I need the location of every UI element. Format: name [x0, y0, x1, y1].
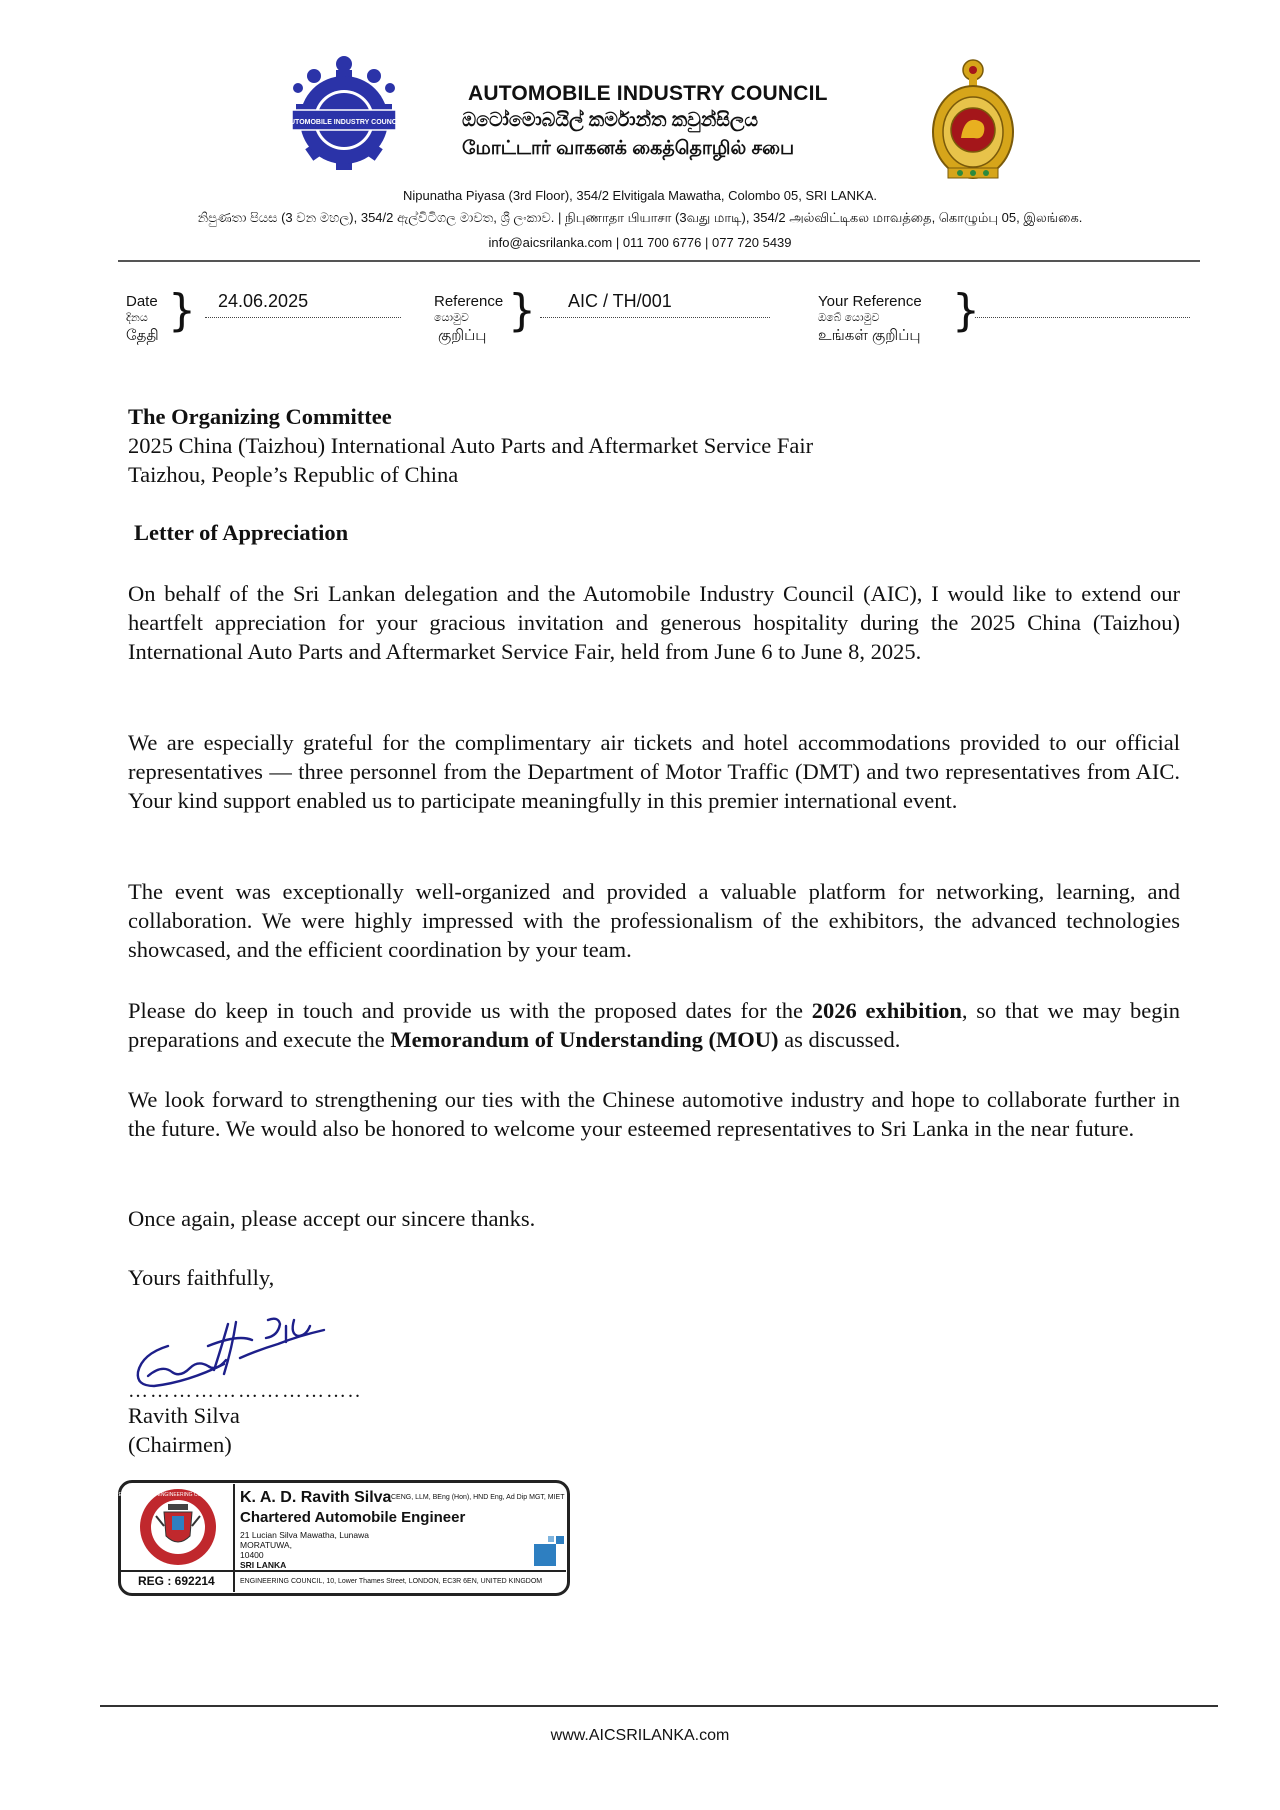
reference-value: AIC / TH/001 — [568, 291, 672, 311]
date-dotted-line — [205, 317, 401, 318]
contact-info: info@aicsrilanka.com | 011 700 6776 | 077 720 5439 — [488, 235, 792, 250]
seal-text: CHARTERED ENGINEER · ENGINEERING COUNCIL UNITED KINGDOM — [94, 1492, 262, 1498]
paragraph-3: The event was exceptionally well-organized and provided a valuable platform for networking, learning, and collaboration. We were highly impressed with the professionalism of the exhibitors, the advanced technologies showcased, and the efficient coordination by your team. — [128, 879, 1180, 962]
recipient-line-1: The Organizing Committee — [128, 404, 392, 429]
recipient-address — [128, 402, 813, 489]
reference-label: Reference යොමුව குறிப்பு — [434, 293, 504, 344]
stamp-registration: REG : 692214 — [138, 1574, 215, 1588]
sri-lanka-emblem-icon — [928, 56, 1018, 184]
your-reference-brace: } — [952, 285, 980, 336]
paragraph-6: Once again, please accept our sincere thanks. — [128, 1206, 536, 1231]
stamp-title: Chartered Automobile Engineer — [240, 1509, 466, 1526]
stamp-engineer-name: K. A. D. Ravith Silva — [240, 1489, 392, 1506]
mou-text: Memorandum of Understanding (MOU) — [390, 1027, 779, 1052]
letterhead — [0, 0, 1280, 265]
aic-logo-text: AUTOMOBILE INDUSTRY COUNCIL — [284, 119, 404, 126]
signature-line: ………………………….. — [128, 1380, 362, 1402]
date-value: 24.06.2025 — [218, 291, 309, 311]
stamp-divider-horizontal — [120, 1570, 566, 1572]
paragraph-4: Please do keep in touch and provide us with the proposed dates for the 2026 exhibition, so that we may begin preparations and execute the Memorandum of Understanding (MOU) as discussed. — [128, 998, 1180, 1052]
stamp-footer: ENGINEERING COUNCIL, 10, Lower Thames Street, LONDON, EC3R 6EN, UNITED KINGDOM — [240, 1578, 543, 1585]
reference-dotted-line — [540, 317, 770, 318]
footer-divider — [100, 1705, 1218, 1707]
signatory-role: (Chairmen) — [128, 1432, 232, 1457]
council-name-sinhala: ඔටෝමොබයිල් කර්මාන්ත කවුන්සිලය — [462, 110, 759, 131]
your-reference-dotted-line — [975, 317, 1190, 318]
paragraph-2: We are especially grateful for the complimentary air tickets and hotel accommodations provided to our official representatives — three personnel from the Department of Motor Traffic (DMT) and two representatives from AIC. Your kind support enabled us to participate meaningfully in this premier international event. — [128, 730, 1180, 813]
footer-website: www.AICSRILANKA.com — [550, 1727, 730, 1744]
stamp-blue-mark-icon — [534, 1536, 564, 1566]
recipient-line-2: 2025 China (Taizhou) International Auto Parts and Aftermarket Service Fair — [128, 433, 814, 458]
stamp-qualifications: CENG, LLM, BEng (Hon), HND Eng, Ad Dip MGT, MIET — [391, 1494, 565, 1501]
reference-row — [0, 285, 1280, 355]
date-brace: } — [168, 285, 196, 336]
header-divider — [118, 260, 1200, 262]
exhibition-year: 2026 exhibition — [811, 998, 962, 1023]
signatory-name: Ravith Silva — [128, 1403, 240, 1428]
closing-salutation: Yours faithfully, — [128, 1265, 275, 1290]
address-english: Nipunatha Piyasa (3rd Floor), 354/2 Elvitigala Mawatha, Colombo 05, SRI LANKA. — [402, 188, 877, 203]
recipient-line-3: Taizhou, People’s Republic of China — [128, 462, 459, 487]
address-sinhala-tamil: නිපුණතා පියස (3 වන මහල), 354/2 ඇල්විටිගල මාවත, ශ්‍රී ලංකාව. | நிபுணாதா பியாசா (3வது மாடி), 354/2 அல்விட்டிகல மாவத்தை, கொழும்பு 05, இலங்கை. — [197, 210, 1083, 225]
reference-brace: } — [508, 285, 536, 336]
chartered-engineer-seal-icon — [94, 1486, 262, 1570]
council-name-tamil: மோட்டார் வாகனக் கைத்தொழில் சபை — [462, 138, 795, 159]
stamp-address: 21 Lucian Silva Mawatha, Lunawa MORATUWA, 10400 SRI LANKA — [240, 1530, 369, 1570]
your-reference-label: Your Reference ඔබේ යොමුව உங்கள் குறிப்பு — [818, 293, 922, 344]
aic-logo — [278, 48, 410, 180]
paragraph-5: We look forward to strengthening our ties with the Chinese automotive industry and hope to collaborate further in the future. We would also be honored to welcome your esteemed representatives to Sri Lanka in the near future. — [128, 1087, 1180, 1141]
council-name-english: AUTOMOBILE INDUSTRY COUNCIL — [468, 82, 828, 105]
stamp-divider-vertical — [233, 1484, 235, 1592]
date-label: Date දිනය தேதி — [126, 293, 159, 344]
paragraph-1: On behalf of the Sri Lankan delegation and the Automobile Industry Council (AIC), I would like to extend our heartfelt appreciation for your gracious invitation and generous hospitality during the 2025 China (Taizhou) International Auto Parts and Aftermarket Service Fair, held from June 6 to June 8, 2025. — [128, 581, 1180, 664]
letter-subject: Letter of Appreciation — [134, 520, 349, 545]
